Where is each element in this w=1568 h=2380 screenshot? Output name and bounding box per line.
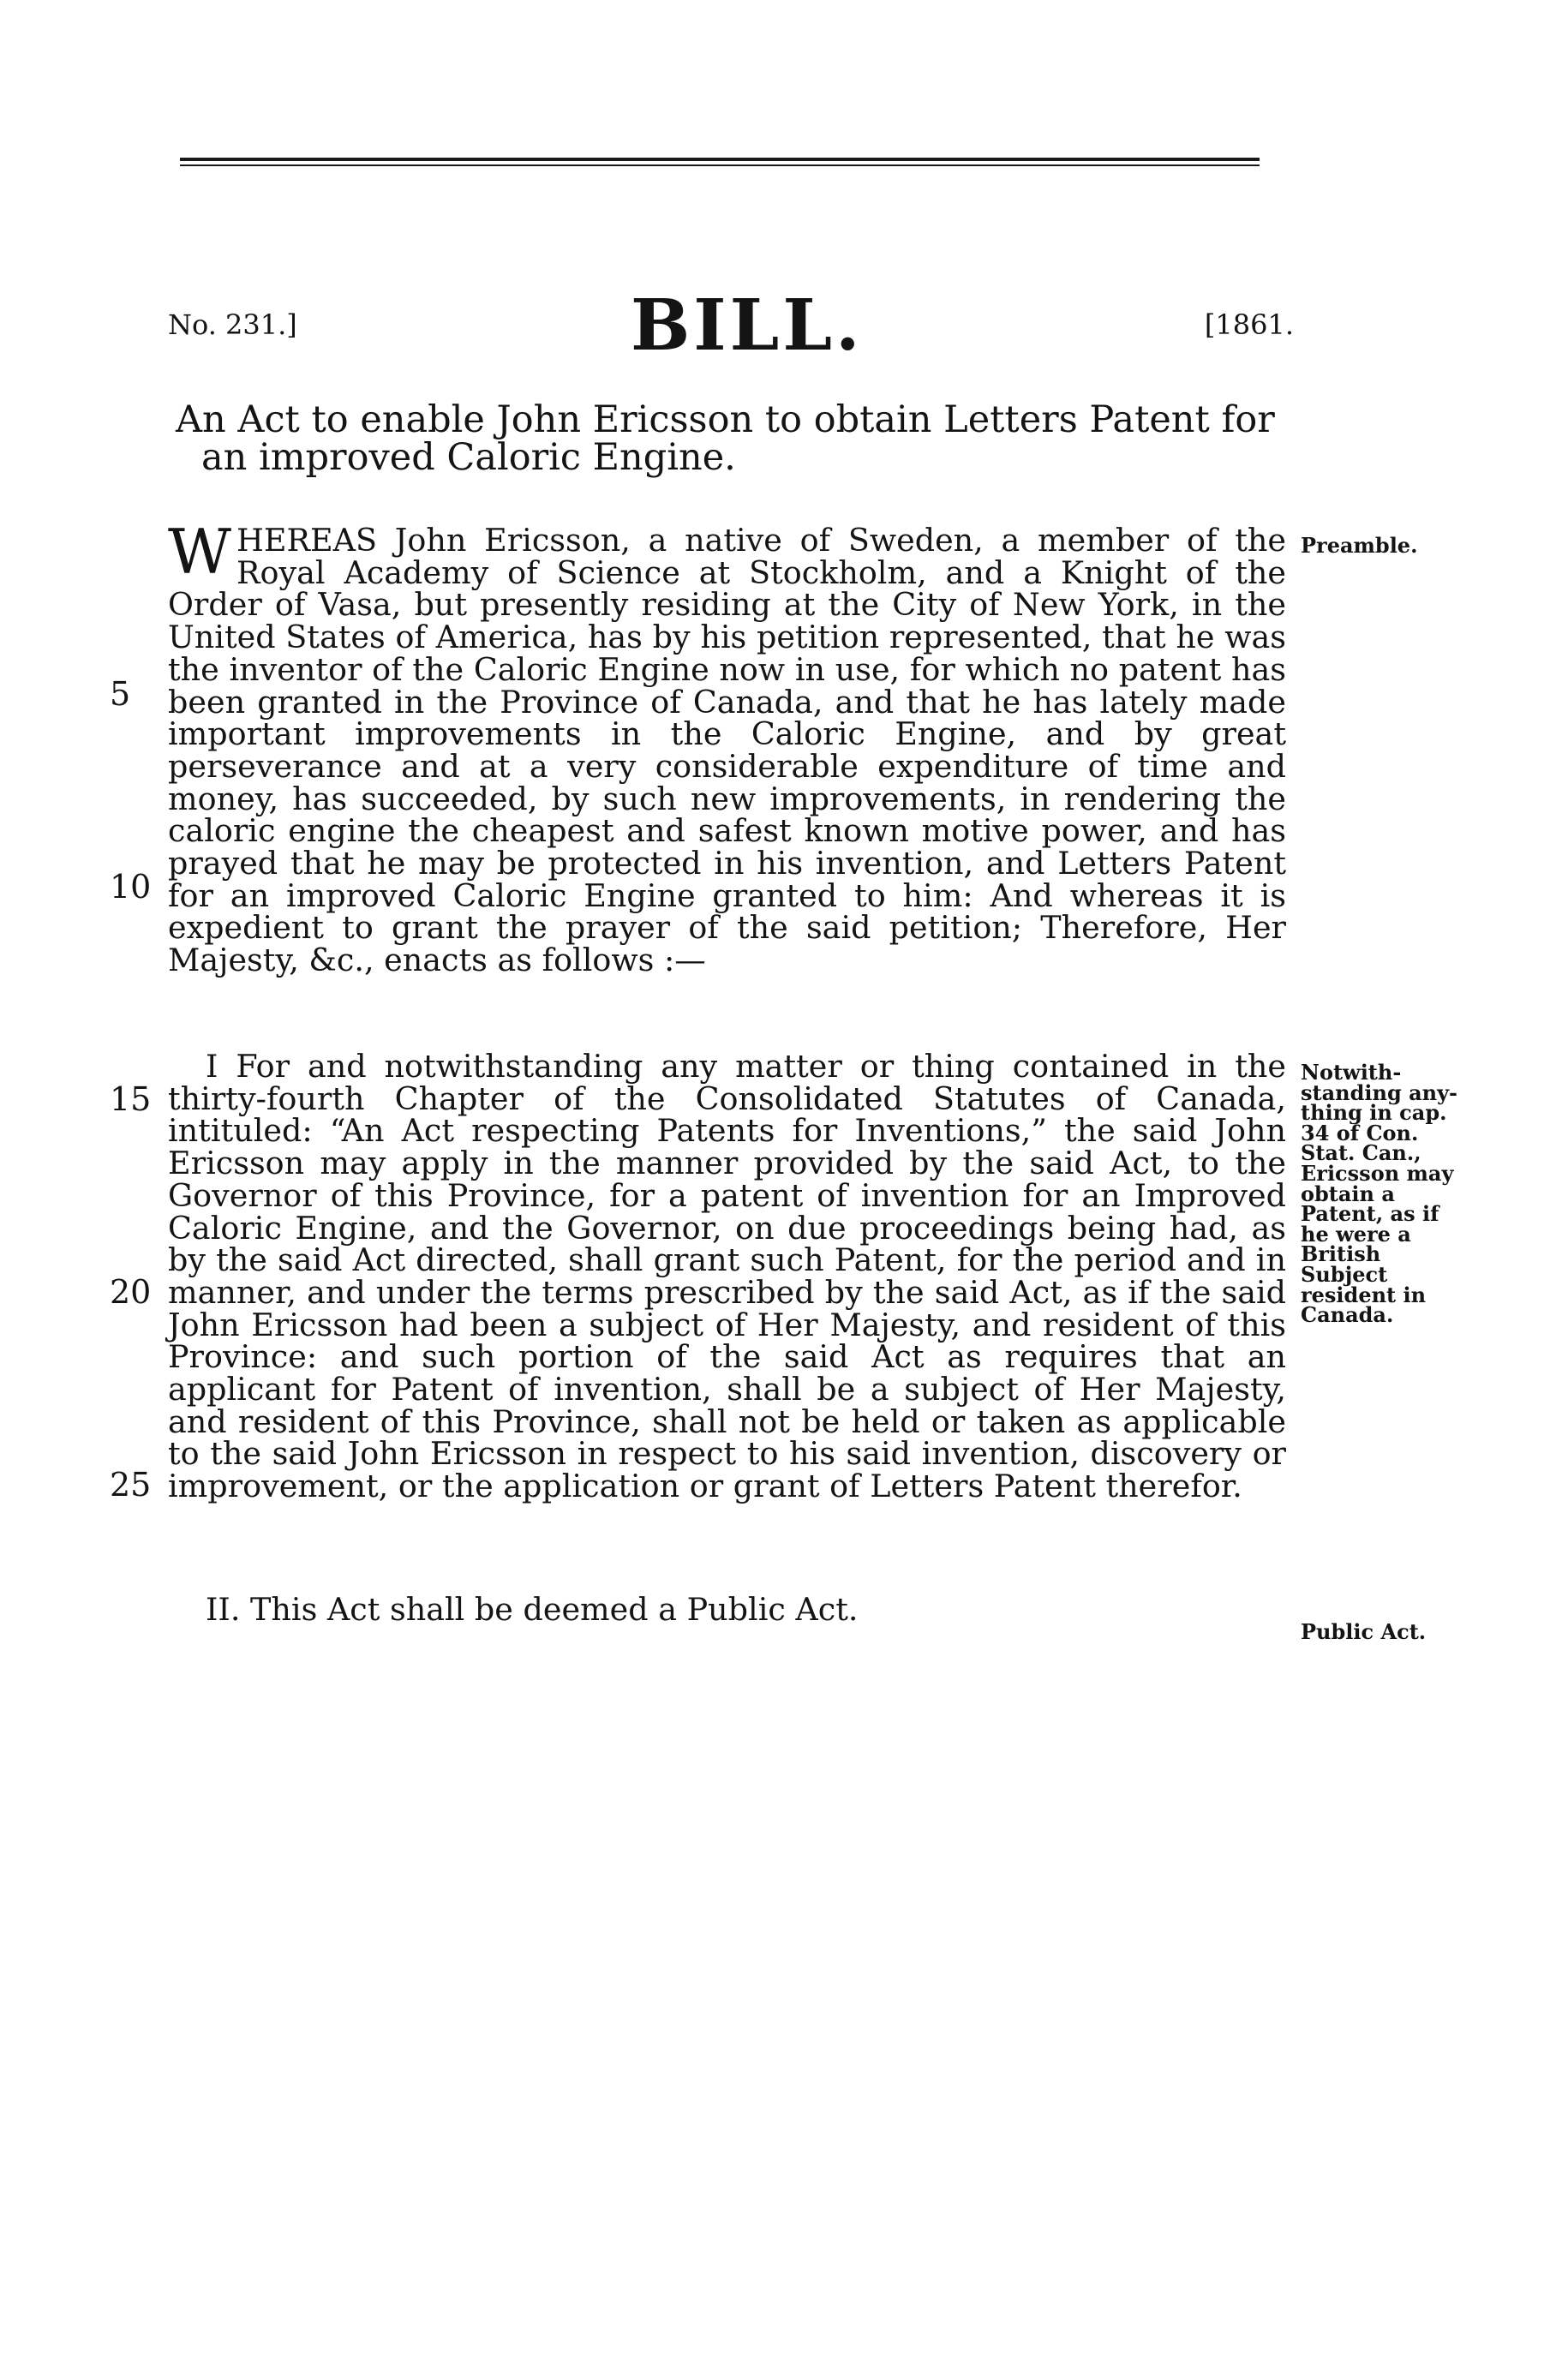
section-1-text: I For and notwithstanding any matter or thing contained in the thirty-fourth Chapter of the Consolidated Statutes of Canada, intituled: “An Act respecting Patents for Inventions,” the said John Ericsson may apply in the manner provided by the said Act, to the Governor of this Province, for a patent of invention for an Improved Caloric Engine, and the Governor, on due proceedings being had, as by the said Act directed, shall grant such Patent, for the period and in manner, and under the terms prescribed by the said Act, as if the said John Ericsson had been a subject of Her Majesty, and resident of this Province: and such portion of the said Act as requires that an applicant for Patent of invention, shall be a subject of Her Majesty, and resident of this Province, shall not be held or taken as applicable to the said John Ericsson in respect to his said invention, discovery or improvement, or the application or grant of Letters Patent therefor. (168, 1048, 1286, 1505)
act-title (176, 398, 1290, 479)
act-title-line-2: an improved Caloric Engine. (201, 436, 736, 479)
preamble-paragraph (168, 516, 1286, 979)
line-number: 10 (110, 868, 152, 906)
line-number: 20 (110, 1273, 152, 1311)
preamble-text: HEREAS John Ericsson, a native of Sweden, a member of the Royal Academy of Science at Stockholm, and a Knight of the Order of Vasa, but presently residing at the City of New York, in the United States of America, has by his petition represented, that he was the inventor of the Caloric Engine now in use, for which no patent has been granted in the Province of Canada, and that he has lately made important improvements in the Caloric Engine, and by great perseverance and at a very considerable expenditure of time and money, has succeeded, by such new improvements, in rendering the caloric engine the cheapest and safest known motive power, and has prayed that he may be protected in his invention, and Letters Patent for an improved Caloric Engine granted to him: And whereas it is expedient to grant the prayer of the said petition; Therefore, Her Majesty, &c., enacts as follows :— (168, 522, 1286, 979)
section-2-paragraph (168, 1591, 1286, 1628)
line-number: 25 (110, 1466, 152, 1504)
bill-header (168, 284, 1294, 377)
drop-cap: W (168, 516, 232, 588)
section-2-text: II. This Act shall be deemed a Public Act. (206, 1591, 859, 1628)
top-rule-thin (180, 164, 1260, 166)
line-number: 5 (110, 675, 131, 713)
act-title-line-1: An Act to enable John Ericsson to obtain Letters Patent for (176, 398, 1275, 441)
bill-number: No. 231.] (168, 308, 297, 341)
section-1-paragraph (168, 1050, 1286, 1503)
top-rule (180, 158, 1260, 161)
margin-note-public-act: Public Act. (1301, 1619, 1427, 1644)
margin-note-preamble: Preamble. (1301, 533, 1418, 558)
margin-note-notwithstanding: Notwith-standing any-thing in cap. 34 of Con. Stat. Can., Ericsson may obtain a Patent, as if he were a British Subject resident in Canada. (1301, 1060, 1457, 1328)
bill-title: BILL. (631, 284, 864, 367)
bill-year: [1861. (1204, 308, 1294, 341)
line-number: 15 (110, 1080, 152, 1118)
